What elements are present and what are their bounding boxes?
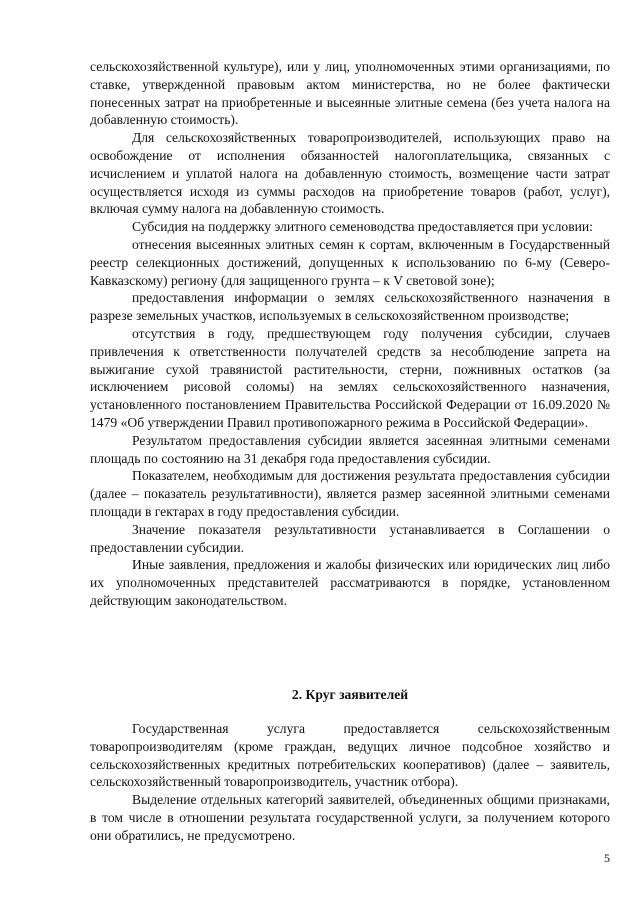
- paragraph-continuation: сельскохозяйственной культуре), или у лиц, уполномоченных этими организациями, по ставке, утвержденной правовым актом министерства, но не более фактически понесенных затрат на приобретенные и высеянные элитные семена (без учета налога на добавленную стоимость).: [90, 59, 610, 128]
- body-text-bottom: [90, 720, 610, 845]
- page-number: 5: [604, 851, 610, 865]
- paragraph-categories: Выделение отдельных категорий заявителей, объединенных общими признаками, в том числе в отношении результата государственной услуги, за получением которого они обратились, не предусмотрено.: [90, 792, 610, 843]
- section-heading: 2. Круг заявителей: [291, 687, 409, 702]
- paragraph-result: Результатом предоставления субсидии является засеянная элитными семенами площадь по состоянию на 31 декабря года предоставления субсидии.: [90, 432, 610, 466]
- paragraph-indicator: Показателем, необходимым для достижения результата предоставления субсидии (далее – показатель результативности), является размер засеянной элитными семенами площади в гектарах в году предоставления субсидии.: [90, 468, 610, 519]
- condition-varieties: отнесения высеянных элитных семян к сортам, включенным в Государственный реестр селекционных достижений, допущенных к использованию по 6-му (Северо-Кавказскому) региону (для защищенного грунта – к V световой зоне);: [90, 236, 610, 288]
- paragraph-complaints: Иные заявления, предложения и жалобы физических или юридических лиц либо их уполномоченных представителей рассматриваются в порядке, установленном действующим законодательством.: [90, 557, 610, 608]
- paragraph-applicants: Государственная услуга предоставляется сельскохозяйственным товаропроизводителям (кроме граждан, ведущих личное подсобное хозяйство и сельскохозяйственных кредитных потребительских кооперативов) (далее – заявитель, сельскохозяйственный товаропроизводитель, участник отбора).: [90, 721, 610, 790]
- paragraph-subsidy-conditions: Субсидия на поддержку элитного семеноводства предоставляется при условии:: [132, 219, 593, 235]
- condition-no-burning: отсутствия в году, предшествующем году получения субсидии, случаев привлечения к ответственности получателей средств за несоблюдение запрета на выжигание сухой травянистой растительности, стерни, пожнивных остатков (за исключением рисовой соломы) на землях сельскохозяйственного назначения, установленного постановлением Правительства Российской Федерации от 16.09.2020 № 1479 «Об утверждении Правил противопожарного режима в Российской Федерации».: [90, 325, 610, 430]
- body-text-top: [90, 58, 610, 610]
- paragraph-vat-exempt: Для сельскохозяйственных товаропроизводителей, использующих право на освобождение от исполнения обязанностей налогоплательщика, связанных с исчислением и уплатой налога на добавленную стоимость, возмещение части затрат осуществляется исходя из суммы расходов на приобретение товаров (работ, услуг), включая сумму налога на добавленную стоимость.: [90, 130, 610, 217]
- paragraph-indicator-value: Значение показателя результативности устанавливается в Соглашении о предоставлении субсидии.: [90, 521, 610, 555]
- condition-land-info: предоставления информации о землях сельскохозяйственного назначения в разрезе земельных участков, используемых в сельскохозяйственном производстве;: [90, 290, 610, 324]
